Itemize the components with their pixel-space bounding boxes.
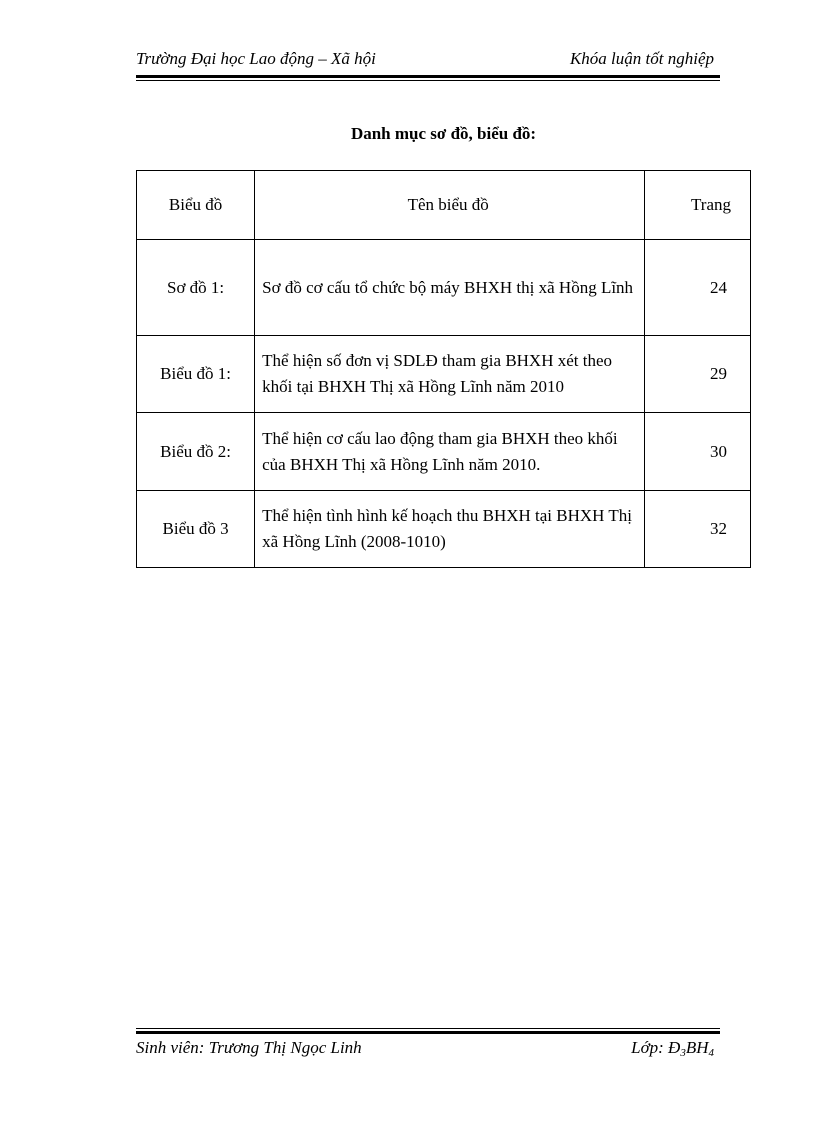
figure-page: 32 [645,491,751,568]
table-header-row [137,171,751,240]
header-school: Trường Đại học Lao động – Xã hội [136,49,376,68]
figure-page: 29 [645,336,751,413]
page-footer [136,1038,720,1060]
footer-class-sub1: 3 [680,1047,686,1059]
table-row [137,336,751,413]
footer-class-sub2: 4 [708,1047,714,1059]
page-header [136,49,720,71]
footer-rule-thin [136,1028,720,1029]
figure-page: 24 [645,240,751,336]
column-header-figure: Biểu đồ [137,171,255,240]
table-row [137,491,751,568]
figure-label: Sơ đồ 1: [137,240,255,336]
figure-list-table [136,170,751,568]
figure-label: Biểu đồ 3 [137,491,255,568]
figure-label: Biểu đồ 1: [137,336,255,413]
figure-name: Thể hiện số đơn vị SDLĐ tham gia BHXH xét theo khối tại BHXH Thị xã Hồng Lĩnh năm 2010 [255,336,645,413]
footer-rule-thick [136,1031,720,1034]
figure-name: Thể hiện cơ cấu lao động tham gia BHXH theo khối của BHXH Thị xã Hồng Lĩnh năm 2010. [255,413,645,491]
header-rule-thin [136,80,720,81]
table-row [137,413,751,491]
figure-name: Sơ đồ cơ cấu tổ chức bộ máy BHXH thị xã Hồng Lĩnh [255,240,645,336]
footer-class-prefix: Lớp: Đ [631,1038,681,1057]
header-doc-type: Khóa luận tốt nghiệp [569,49,714,68]
header-rule-thick [136,75,720,78]
footer-student: Sinh viên: Trương Thị Ngọc Linh [136,1038,362,1057]
figure-label: Biểu đồ 2: [137,413,255,491]
footer-class [631,1038,714,1059]
figure-name: Thể hiện tình hình kế hoạch thu BHXH tại BHXH Thị xã Hồng Lĩnh (2008-1010) [255,491,645,568]
footer-class-mid: BH [685,1038,709,1057]
column-header-page: Trang [645,171,751,240]
table-row [137,240,751,336]
column-header-name: Tên biểu đồ [255,171,645,240]
page-title: Danh mục sơ đồ, biểu đồ: [350,124,537,143]
figure-page: 30 [645,413,751,491]
